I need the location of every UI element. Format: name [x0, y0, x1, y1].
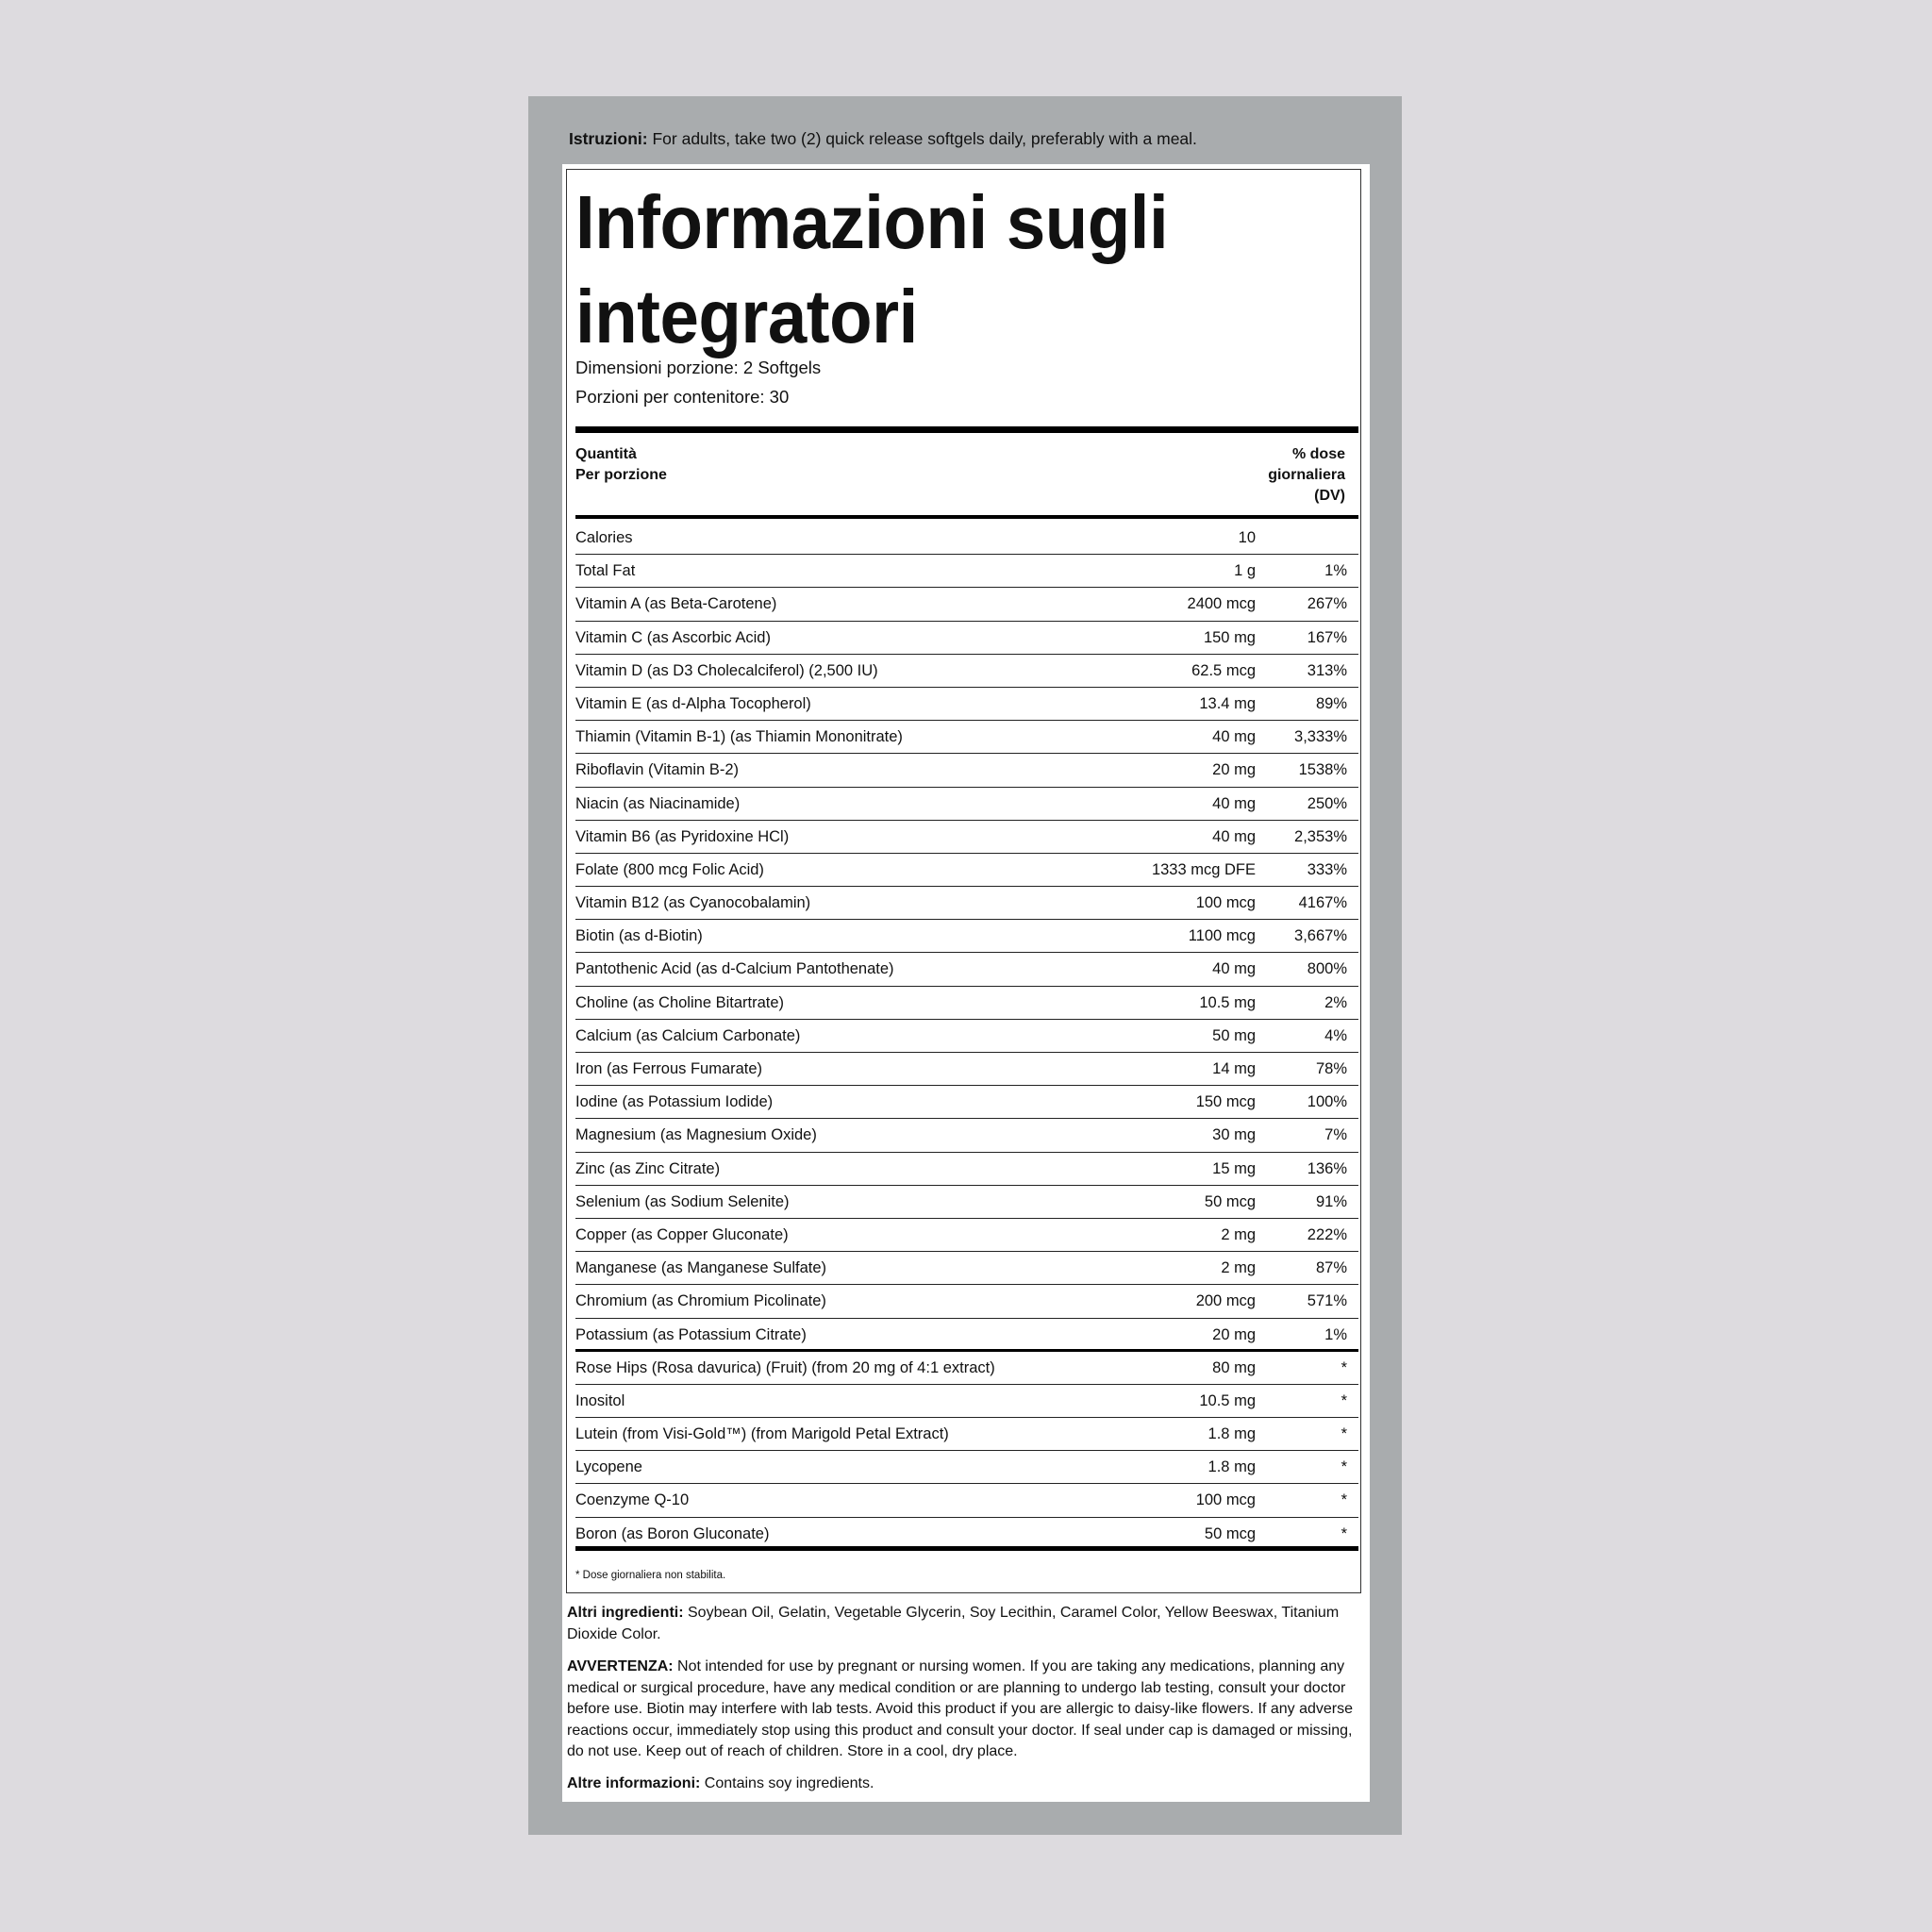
nutrient-dv: 1%: [1324, 1325, 1347, 1343]
table-row: [575, 721, 1358, 754]
other-ingredients-text: Soybean Oil, Gelatin, Vegetable Glycerin, Soy Lecithin, Caramel Color, Yellow Beeswax, Titanium Dioxide Color.: [567, 1605, 1340, 1642]
table-row: [575, 1020, 1358, 1053]
nutrient-name: Inositol: [575, 1391, 625, 1409]
nutrient-dv: *: [1341, 1358, 1347, 1376]
warning-text: Not intended for use by pregnant or nursing women. If you are taking any medications, planning any medical or surgical procedure, have any medical condition or are planning to undergo lab testing, consult your doctor before use. Biotin may interfere with lab tests. Avoid this product if you are allergic to daisy-like flowers. If any adverse reactions occur, immediately stop using this product and consult your doctor. If seal under cap is damaged or missing, do not use. Keep out of reach of children. Store in a cool, dry place.: [567, 1658, 1353, 1759]
nutrient-name: Calcium (as Calcium Carbonate): [575, 1026, 801, 1044]
facts-title-line2: integratori: [575, 275, 918, 358]
nutrient-dv: 267%: [1307, 595, 1347, 613]
table-row: [575, 887, 1358, 920]
nutrient-name: Vitamin E (as d-Alpha Tocopherol): [575, 694, 811, 712]
nutrient-dv: 167%: [1307, 628, 1347, 646]
table-row: [575, 854, 1358, 887]
nutrient-dv: *: [1341, 1391, 1347, 1409]
nutrient-name: Vitamin B6 (as Pyridoxine HCl): [575, 827, 790, 845]
nutrient-dv: 87%: [1315, 1259, 1347, 1277]
nutrient-amount: 1333 mcg DFE: [1151, 860, 1256, 878]
nutrient-amount: 100 mcg: [1195, 894, 1256, 912]
nutrient-name: Zinc (as Zinc Citrate): [575, 1159, 721, 1177]
nutrient-amount: 200 mcg: [1195, 1292, 1256, 1310]
nutrient-amount: 20 mg: [1212, 761, 1256, 779]
nutrient-name: Folate (800 mcg Folic Acid): [575, 860, 764, 878]
header-dv-line1: % dose: [1291, 446, 1345, 462]
nutrient-dv: 333%: [1307, 860, 1347, 878]
nutrient-amount: 10: [1238, 529, 1256, 546]
nutrient-name: Lutein (from Visi-Gold™) (from Marigold Petal Extract): [575, 1425, 949, 1443]
nutrient-amount: 150 mg: [1203, 628, 1256, 646]
directions-text: For adults, take two (2) quick release softgels daily, preferably with a meal.: [647, 129, 1197, 148]
amount-per-serving-header: [575, 444, 667, 486]
facts-title: [575, 175, 1295, 364]
nutrient-amount: 20 mg: [1212, 1325, 1256, 1343]
nutrient-amount: 2 mg: [1221, 1259, 1256, 1277]
nutrient-amount: 50 mg: [1212, 1026, 1256, 1044]
nutrient-name: Manganese (as Manganese Sulfate): [575, 1259, 826, 1277]
table-row: [575, 788, 1358, 821]
nutrient-amount: 50 mcg: [1204, 1524, 1256, 1542]
nutrient-dv: 1538%: [1298, 761, 1347, 779]
nutrient-amount: 40 mg: [1212, 728, 1256, 746]
label-body: [562, 164, 1370, 1802]
header-dv-line3: (DV): [1314, 488, 1345, 504]
nutrient-name: Boron (as Boron Gluconate): [575, 1524, 770, 1542]
nutrient-name: Lycopene: [575, 1458, 642, 1476]
facts-title-line1: Informazioni sugli: [575, 180, 1169, 264]
nutrient-amount: 30 mg: [1212, 1126, 1256, 1144]
table-row: [575, 1086, 1358, 1119]
nutrient-dv: 250%: [1307, 794, 1347, 812]
table-row: [575, 1053, 1358, 1086]
nutrient-amount: 1 g: [1234, 562, 1256, 580]
table-row: [575, 655, 1358, 688]
nutrient-amount: 100 mcg: [1195, 1491, 1256, 1509]
table-row: [575, 1518, 1358, 1551]
nutrient-amount: 15 mg: [1212, 1159, 1256, 1177]
nutrient-name: Selenium (as Sodium Selenite): [575, 1192, 790, 1210]
label-panel: [528, 96, 1402, 1835]
nutrient-name: Copper (as Copper Gluconate): [575, 1225, 789, 1243]
table-row: [575, 987, 1358, 1020]
table-row: [575, 920, 1358, 953]
nutrient-amount: 62.5 mcg: [1191, 661, 1256, 679]
table-row: [575, 555, 1358, 588]
other-info: [567, 1774, 1361, 1795]
warning-label: AVVERTENZA:: [567, 1658, 674, 1674]
nutrient-name: Calories: [575, 529, 633, 546]
nutrient-dv: 313%: [1307, 661, 1347, 679]
other-ingredients: [567, 1603, 1361, 1645]
nutrient-amount: 40 mg: [1212, 827, 1256, 845]
nutrient-dv: 4167%: [1298, 894, 1347, 912]
table-row: [575, 688, 1358, 721]
nutrient-amount: 13.4 mg: [1199, 694, 1256, 712]
other-ingredients-label: Altri ingredienti:: [567, 1605, 684, 1621]
nutrient-dv: 136%: [1307, 1159, 1347, 1177]
table-row: [575, 1153, 1358, 1186]
nutrient-dv: 4%: [1324, 1026, 1347, 1044]
nutrient-dv: 91%: [1315, 1192, 1347, 1210]
table-row: [575, 588, 1358, 621]
nutrient-dv: *: [1341, 1425, 1347, 1443]
nutrient-name: Thiamin (Vitamin B-1) (as Thiamin Mononitrate): [575, 728, 903, 746]
nutrient-dv: 3,667%: [1294, 927, 1347, 945]
nutrient-amount: 40 mg: [1212, 794, 1256, 812]
table-row: [575, 622, 1358, 655]
nutrient-name: Biotin (as d-Biotin): [575, 927, 703, 945]
nutrient-dv: 2,353%: [1294, 827, 1347, 845]
directions-label: Istruzioni:: [569, 129, 648, 148]
nutrient-dv: *: [1341, 1524, 1347, 1542]
nutrient-dv: *: [1341, 1458, 1347, 1476]
nutrient-name: Niacin (as Niacinamide): [575, 794, 741, 812]
nutrient-amount: 10.5 mg: [1199, 993, 1256, 1011]
nutrient-name: Vitamin D (as D3 Cholecalciferol) (2,500 IU): [575, 661, 878, 679]
nutrient-name: Potassium (as Potassium Citrate): [575, 1325, 807, 1343]
nutrient-name: Pantothenic Acid (as d-Calcium Pantothenate): [575, 960, 894, 978]
header-quantity: Quantità: [575, 446, 637, 462]
nutrient-name: Iodine (as Potassium Iodide): [575, 1093, 774, 1111]
table-row: [575, 1252, 1358, 1285]
nutrient-amount: 40 mg: [1212, 960, 1256, 978]
supplement-facts-box: [566, 169, 1361, 1593]
nutrient-name: Vitamin B12 (as Cyanocobalamin): [575, 894, 811, 912]
table-row: [575, 754, 1358, 787]
table-row: [575, 953, 1358, 986]
nutrient-dv: 100%: [1307, 1093, 1347, 1111]
nutrient-amount: 1100 mcg: [1188, 927, 1256, 945]
servings-per-container: Porzioni per contenitore: 30: [575, 387, 790, 407]
nutrient-dv: 1%: [1324, 562, 1347, 580]
footnote: * Dose giornaliera non stabilita.: [575, 1570, 726, 1581]
nutrient-name: Coenzyme Q-10: [575, 1491, 690, 1509]
table-row: [575, 1352, 1358, 1385]
nutrient-name: Rose Hips (Rosa davurica) (Fruit) (from 20 mg of 4:1 extract): [575, 1358, 995, 1376]
table-row: [575, 1219, 1358, 1252]
nutrient-dv: 222%: [1307, 1225, 1347, 1243]
table-row: [575, 522, 1358, 555]
nutrient-amount: 80 mg: [1212, 1358, 1256, 1376]
nutrient-amount: 2400 mcg: [1187, 595, 1256, 613]
other-info-text: Contains soy ingredients.: [700, 1775, 874, 1791]
nutrient-dv: 7%: [1324, 1126, 1347, 1144]
thick-divider-top: [575, 426, 1358, 433]
header-dv-line2: giornaliera: [1268, 467, 1345, 483]
nutrient-amount: 2 mg: [1221, 1225, 1256, 1243]
serving-size: Dimensioni porzione: 2 Softgels: [575, 358, 822, 377]
nutrient-dv: 78%: [1315, 1060, 1347, 1077]
table-row: [575, 1484, 1358, 1517]
nutrient-dv: 3,333%: [1294, 728, 1347, 746]
header-per-serving: Per porzione: [575, 467, 667, 483]
nutrient-amount: 10.5 mg: [1199, 1391, 1256, 1409]
warning: [567, 1657, 1361, 1763]
nutrient-name: Iron (as Ferrous Fumarate): [575, 1060, 763, 1077]
nutrient-dv: *: [1341, 1491, 1347, 1509]
nutrient-dv: 89%: [1315, 694, 1347, 712]
nutrient-table: [575, 522, 1358, 1551]
other-info-label: Altre informazioni:: [567, 1775, 701, 1791]
directions: [569, 126, 1380, 151]
table-row: [575, 1385, 1358, 1418]
nutrient-dv: 2%: [1324, 993, 1347, 1011]
nutrient-dv: 800%: [1307, 960, 1347, 978]
nutrient-name: Total Fat: [575, 562, 636, 580]
table-row: [575, 1119, 1358, 1152]
nutrient-amount: 150 mcg: [1195, 1093, 1256, 1111]
nutrient-name: Vitamin C (as Ascorbic Acid): [575, 628, 771, 646]
table-row: [575, 1418, 1358, 1451]
thick-divider-header: [575, 515, 1358, 519]
nutrient-name: Magnesium (as Magnesium Oxide): [575, 1126, 817, 1144]
table-row: [575, 1319, 1358, 1352]
nutrient-amount: 14 mg: [1212, 1060, 1256, 1077]
nutrient-amount: 50 mcg: [1204, 1192, 1256, 1210]
nutrient-name: Choline (as Choline Bitartrate): [575, 993, 785, 1011]
table-row: [575, 1186, 1358, 1219]
nutrient-name: Riboflavin (Vitamin B-2): [575, 761, 740, 779]
daily-value-header: [1268, 444, 1345, 507]
nutrient-name: Vitamin A (as Beta-Carotene): [575, 595, 777, 613]
table-row: [575, 1285, 1358, 1318]
nutrient-amount: 1.8 mg: [1208, 1458, 1256, 1476]
nutrient-name: Chromium (as Chromium Picolinate): [575, 1292, 826, 1310]
table-row: [575, 821, 1358, 854]
nutrient-dv: 571%: [1307, 1292, 1347, 1310]
nutrient-amount: 1.8 mg: [1208, 1425, 1256, 1443]
table-row: [575, 1451, 1358, 1484]
